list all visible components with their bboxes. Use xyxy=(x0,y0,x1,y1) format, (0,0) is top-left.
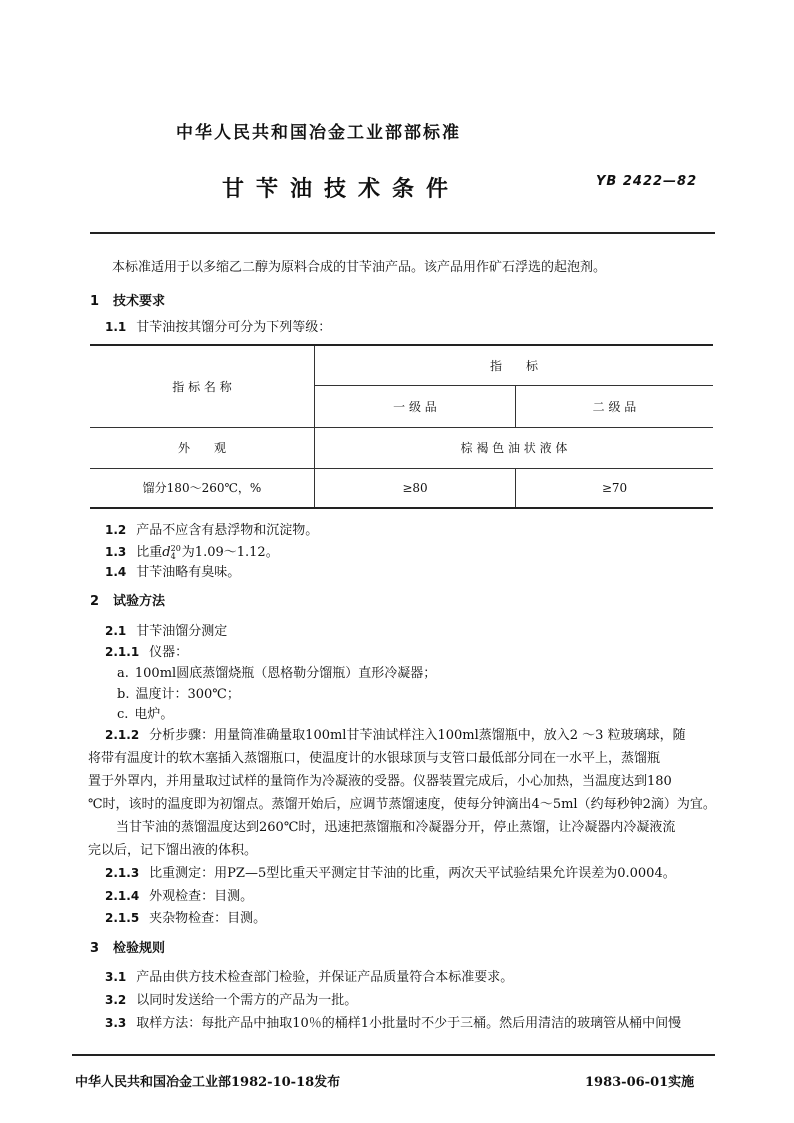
document-title: 甘苄油技术条件 xyxy=(222,176,461,202)
intro-paragraph: 本标准适用于以多缩乙二醇为原料合成的甘苄油产品。该产品用作矿石浮选的起泡剂。 xyxy=(112,260,607,275)
clause-number: 2.1.2 xyxy=(105,728,140,742)
clause-2-1-2-line-1 xyxy=(105,724,686,743)
clause-2-1-2-line-6: 完以后，记下馏出液的体积。 xyxy=(88,843,258,858)
clause-number: 3.2 xyxy=(105,993,127,1007)
density-symbol: d xyxy=(162,545,171,560)
clause-2-1 xyxy=(105,620,227,639)
clause-number: 2.1 xyxy=(105,624,127,638)
list-text: 100ml圆底蒸馏烧瓶（恩格勒分馏瓶）直形冷凝器； xyxy=(134,666,437,681)
clause-1-4 xyxy=(105,561,240,580)
list-item-c xyxy=(117,703,173,722)
clause-3-3 xyxy=(105,1012,681,1031)
clause-number: 2.1.5 xyxy=(105,911,140,925)
fraction-grade-1: ≥80 xyxy=(315,468,516,508)
list-text: 温度计：300℃； xyxy=(135,687,240,702)
clause-number: 2.1.3 xyxy=(105,866,140,880)
section-title: 检验规则 xyxy=(113,941,166,956)
clause-text: 为1.09～1.12。 xyxy=(181,545,279,560)
clause-2-1-5 xyxy=(105,907,266,926)
clause-number: 3.3 xyxy=(105,1016,127,1030)
list-label: b. xyxy=(117,687,130,702)
clause-text: 甘苄油略有臭味。 xyxy=(136,565,241,580)
clause-text: 外观检查：目测。 xyxy=(149,889,254,904)
section-title: 技术要求 xyxy=(113,294,166,309)
section-2-heading xyxy=(90,590,165,609)
list-label: c. xyxy=(117,707,129,722)
section-1-heading xyxy=(90,290,165,309)
fraction-grade-2: ≥70 xyxy=(516,468,714,508)
col-name-header: 指 标 名 称 xyxy=(90,345,315,427)
clause-text: 夹杂物检查：目测。 xyxy=(149,911,267,926)
clause-text: 甘苄油按其馏分可分为下列等级： xyxy=(136,320,332,335)
list-text: 电炉。 xyxy=(134,707,174,722)
clause-text: 仪器： xyxy=(149,645,189,660)
clause-text: 取样方法：每批产品中抽取10％的桶样1小批量时不少于三桶。然后用清洁的玻璃管从桶中间慢 xyxy=(136,1016,682,1031)
clause-2-1-1 xyxy=(105,641,188,660)
clause-1-1 xyxy=(105,316,331,335)
clause-2-1-2-line-3: 置于外罩内，并用量取过试样的量筒作为冷凝液的受器。仪器装置完成后，小心加热，当温度达到180 xyxy=(88,774,672,789)
clause-2-1-4 xyxy=(105,885,253,904)
section-number: 2 xyxy=(90,594,100,609)
clause-2-1-3 xyxy=(105,862,676,881)
header-rule xyxy=(90,232,715,234)
grade-2-header: 二 级 品 xyxy=(516,385,714,427)
clause-2-1-2-line-4: ℃时，该时的温度即为初馏点。蒸馏开始后，应调节蒸馏速度，使每分钟滴出4～5ml（约每秒钟2滴）为宜。 xyxy=(88,797,716,812)
appearance-label: 外 观 xyxy=(90,427,315,468)
clause-1-2 xyxy=(105,519,318,538)
clause-2-1-2-line-2: 将带有温度计的软木塞插入蒸馏瓶口，使温度计的水银球顶与支管口最低部分同在一水平上，蒸馏瓶 xyxy=(88,751,661,766)
clause-number: 1.1 xyxy=(105,320,127,334)
section-number: 1 xyxy=(90,294,100,309)
section-title: 试验方法 xyxy=(113,594,166,609)
clause-number: 1.4 xyxy=(105,565,127,579)
density-subscript: 4 xyxy=(170,551,176,561)
clause-3-1 xyxy=(105,966,513,985)
clause-text: 比重测定：用PZ—5型比重天平测定甘苄油的比重，两次天平试验结果允许误差为0.0004。 xyxy=(149,866,676,881)
fraction-label: 馏分180～260℃，% xyxy=(90,468,315,508)
list-item-b xyxy=(117,683,240,702)
grade-spec-table xyxy=(90,344,713,509)
clause-text: 分析步骤：用量筒准确量取100ml甘苄油试样注入100ml蒸馏瓶中，放入2 ～3 粒玻璃球，随 xyxy=(149,728,686,743)
clause-number: 1.2 xyxy=(105,523,127,537)
clause-text: 产品不应含有悬浮物和沉淀物。 xyxy=(136,523,319,538)
clause-number: 1.3 xyxy=(105,545,127,559)
list-label: a. xyxy=(117,666,129,681)
clause-2-1-2-line-5: 当甘苄油的蒸馏温度达到260℃时，迅速把蒸馏瓶和冷凝器分开，停止蒸馏，让冷凝器内冷凝液流 xyxy=(116,820,676,835)
clause-text: 产品由供方技术检查部门检验，并保证产品质量符合本标准要求。 xyxy=(136,970,514,985)
standard-number: YB 2422—82 xyxy=(596,174,698,189)
section-number: 3 xyxy=(90,941,100,956)
issuing-organization: 中华人民共和国冶金工业部部标准 xyxy=(176,123,461,143)
clause-number: 3.1 xyxy=(105,970,127,984)
col-index-header: 指 标 xyxy=(315,345,714,385)
clause-1-3 xyxy=(105,541,279,561)
clause-text: 甘苄油馏分测定 xyxy=(136,624,228,639)
grade-1-header: 一 级 品 xyxy=(315,385,516,427)
section-3-heading xyxy=(90,937,165,956)
clause-number: 2.1.4 xyxy=(105,889,140,903)
issue-date: 中华人民共和国冶金工业部1982-10-18发布 xyxy=(75,1075,341,1090)
clause-prefix: 比重 xyxy=(136,545,163,560)
clause-number: 2.1.1 xyxy=(105,645,140,659)
appearance-value: 棕 褐 色 油 状 液 体 xyxy=(315,427,714,468)
effective-date: 1983-06-01实施 xyxy=(585,1075,695,1090)
footer-rule xyxy=(72,1054,715,1056)
clause-3-2 xyxy=(105,989,357,1008)
clause-text: 以同时发送给一个需方的产品为一批。 xyxy=(136,993,358,1008)
density-superscript: 20 xyxy=(170,543,181,553)
list-item-a xyxy=(117,662,436,681)
